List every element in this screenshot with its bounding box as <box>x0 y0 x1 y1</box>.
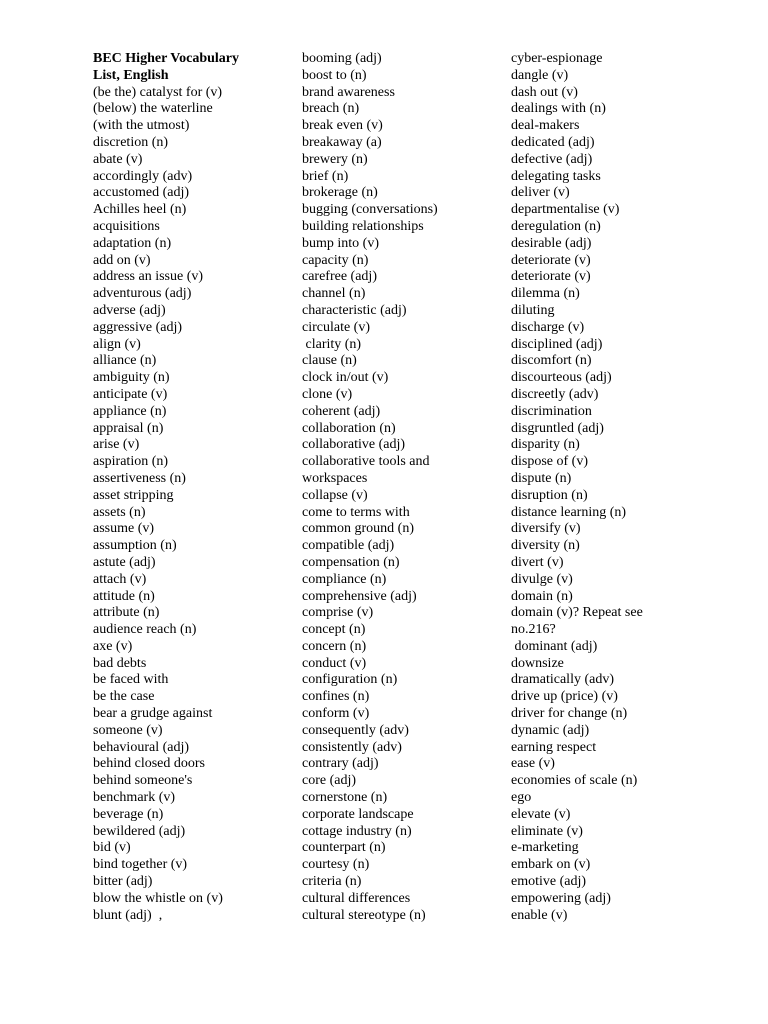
vocabulary-entry: blunt (adj) , <box>93 907 163 923</box>
vocabulary-entry: behavioural (adj) <box>93 739 190 755</box>
vocabulary-entry: dangle (v) <box>511 67 569 83</box>
vocabulary-entry: carefree (adj) <box>302 269 377 285</box>
vocabulary-entry: driver for change (n) <box>511 706 628 722</box>
vocabulary-entry: conduct (v) <box>302 655 367 671</box>
vocabulary-entry: dealings with (n) <box>511 101 606 117</box>
vocabulary-column-1 <box>93 51 298 924</box>
vocabulary-entry: deteriorate (v) <box>511 252 591 268</box>
vocabulary-entry: blow the whistle on (v) <box>93 890 223 906</box>
vocabulary-entry: capacity (n) <box>302 252 369 268</box>
vocabulary-entry: compensation (n) <box>302 554 400 570</box>
vocabulary-entry: breakaway (a) <box>302 134 382 150</box>
vocabulary-entry: clock in/out (v) <box>302 370 389 386</box>
vocabulary-entry: comprehensive (adj) <box>302 588 417 604</box>
vocabulary-entry: cultural differences <box>302 890 411 906</box>
vocabulary-entry: be the case <box>93 689 155 705</box>
vocabulary-entry: conform (v) <box>302 706 370 722</box>
vocabulary-entry: bugging (conversations) <box>302 202 438 218</box>
vocabulary-entry: cultural stereotype (n) <box>302 907 426 923</box>
vocabulary-entry: align (v) <box>93 336 141 352</box>
vocabulary-entry: domain (n) <box>511 588 573 604</box>
vocabulary-entry: abate (v) <box>93 151 143 167</box>
vocabulary-entry: accordingly (adv) <box>93 168 193 184</box>
vocabulary-entry: defective (adj) <box>511 151 593 167</box>
vocabulary-entry: bitter (adj) <box>93 874 153 890</box>
vocabulary-entry: attach (v) <box>93 571 147 587</box>
vocabulary-entry: embark on (v) <box>511 857 591 873</box>
vocabulary-entry: coherent (adj) <box>302 403 381 419</box>
vocabulary-entry: counterpart (n) <box>302 840 386 856</box>
vocabulary-entry: attribute (n) <box>93 605 160 621</box>
vocabulary-entry: delegating tasks <box>511 168 601 184</box>
vocabulary-entry: assets (n) <box>93 504 146 520</box>
vocabulary-entry: ambiguity (n) <box>93 370 170 386</box>
vocabulary-entry: characteristic (adj) <box>302 302 407 318</box>
vocabulary-entry: add on (v) <box>93 252 151 268</box>
vocabulary-entry: domain (v)? Repeat see <box>511 605 643 621</box>
vocabulary-entry: divulge (v) <box>511 571 573 587</box>
vocabulary-entry: bad debts <box>93 655 147 671</box>
vocabulary-entry: astute (adj) <box>93 554 156 570</box>
vocabulary-entry: core (adj) <box>302 773 357 789</box>
vocabulary-entry: dominant (adj) <box>511 638 598 654</box>
vocabulary-entry: discourteous (adj) <box>511 370 612 386</box>
vocabulary-entry: collapse (v) <box>302 487 368 503</box>
vocabulary-entry: collaborative tools and <box>302 454 430 470</box>
vocabulary-entry: deregulation (n) <box>511 218 601 234</box>
vocabulary-entry: consistently (adv) <box>302 739 402 755</box>
vocabulary-entry: concern (n) <box>302 638 367 654</box>
vocabulary-entry: boost to (n) <box>302 67 367 83</box>
vocabulary-entry: workspaces <box>302 470 368 486</box>
vocabulary-entry: enable (v) <box>511 907 568 923</box>
vocabulary-entry: deteriorate (v) <box>511 269 591 285</box>
vocabulary-entry: bewildered (adj) <box>93 823 186 839</box>
vocabulary-entry: discretion (n) <box>93 134 169 150</box>
vocabulary-entry: assertiveness (n) <box>93 470 186 486</box>
vocabulary-entry: accustomed (adj) <box>93 185 190 201</box>
vocabulary-entry: dilemma (n) <box>511 286 580 302</box>
vocabulary-entry: distance learning (n) <box>511 504 627 520</box>
vocabulary-entry: assumption (n) <box>93 538 177 554</box>
vocabulary-entry: discreetly (adv) <box>511 386 599 402</box>
vocabulary-entry: discharge (v) <box>511 319 585 335</box>
vocabulary-entry: beverage (n) <box>93 806 164 822</box>
vocabulary-entry: adventurous (adj) <box>93 286 192 302</box>
vocabulary-entry: common ground (n) <box>302 521 414 537</box>
vocabulary-entry: assume (v) <box>93 521 155 537</box>
vocabulary-entry: (be the) catalyst for (v) <box>93 84 223 100</box>
vocabulary-entry: consequently (adv) <box>302 722 409 738</box>
vocabulary-entry: ego <box>511 790 532 806</box>
vocabulary-entry: compatible (adj) <box>302 538 395 554</box>
vocabulary-entry: dedicated (adj) <box>511 134 595 150</box>
vocabulary-entry: cornerstone (n) <box>302 790 388 806</box>
vocabulary-entry: booming (adj) <box>302 51 382 66</box>
vocabulary-entry: bear a grudge against <box>93 706 213 722</box>
vocabulary-entry: divert (v) <box>511 554 564 570</box>
vocabulary-entry: e-marketing <box>511 840 579 856</box>
vocabulary-entry: address an issue (v) <box>93 269 204 285</box>
vocabulary-entry: break even (v) <box>302 118 383 134</box>
vocabulary-entry: disruption (n) <box>511 487 588 503</box>
vocabulary-entry: desirable (adj) <box>511 235 592 251</box>
vocabulary-entry: dash out (v) <box>511 84 578 100</box>
vocabulary-entry: collaboration (n) <box>302 420 396 436</box>
vocabulary-entry: be faced with <box>93 672 169 688</box>
vocabulary-entry: (below) the waterline <box>93 101 213 117</box>
vocabulary-entry: collaborative (adj) <box>302 437 406 453</box>
vocabulary-entry: diversity (n) <box>511 538 580 554</box>
vocabulary-column-2 <box>302 51 507 924</box>
vocabulary-entry: elevate (v) <box>511 806 571 822</box>
vocabulary-entry: disciplined (adj) <box>511 336 603 352</box>
vocabulary-entry: appraisal (n) <box>93 420 164 436</box>
vocabulary-entry: cottage industry (n) <box>302 823 412 839</box>
vocabulary-entry: eliminate (v) <box>511 823 583 839</box>
vocabulary-entry: alliance (n) <box>93 353 157 369</box>
vocabulary-entry: discrimination <box>511 403 592 419</box>
vocabulary-entry: audience reach (n) <box>93 622 197 638</box>
vocabulary-entry: dispose of (v) <box>511 454 588 470</box>
vocabulary-entry: acquisitions <box>93 218 160 234</box>
vocabulary-entry: diluting <box>511 302 555 318</box>
vocabulary-entry: drive up (price) (v) <box>511 689 618 705</box>
vocabulary-entry: behind someone's <box>93 773 193 789</box>
vocabulary-entry: comprise (v) <box>302 605 374 621</box>
vocabulary-column-3 <box>511 51 716 924</box>
vocabulary-entry: aggressive (adj) <box>93 319 183 335</box>
vocabulary-entry: breach (n) <box>302 101 360 117</box>
vocabulary-entry: brewery (n) <box>302 151 368 167</box>
vocabulary-entry: axe (v) <box>93 638 133 654</box>
vocabulary-entry: deal-makers <box>511 118 580 134</box>
vocabulary-entry: benchmark (v) <box>93 790 176 806</box>
vocabulary-entry: configuration (n) <box>302 672 398 688</box>
vocabulary-entry: clarity (n) <box>302 336 362 352</box>
vocabulary-entry: behind closed doors <box>93 756 205 772</box>
vocabulary-entry: disparity (n) <box>511 437 580 453</box>
vocabulary-entry: contrary (adj) <box>302 756 379 772</box>
vocabulary-entry: empowering (adj) <box>511 890 611 906</box>
vocabulary-entry: confines (n) <box>302 689 370 705</box>
vocabulary-entry: deliver (v) <box>511 185 570 201</box>
vocabulary-entry: corporate landscape <box>302 806 414 822</box>
document-title-line-2: List, English <box>93 67 169 83</box>
document-title-line-1: BEC Higher Vocabulary <box>93 51 239 66</box>
vocabulary-entry: anticipate (v) <box>93 386 168 402</box>
vocabulary-entry: economies of scale (n) <box>511 773 638 789</box>
vocabulary-entry: brief (n) <box>302 168 349 184</box>
vocabulary-entry: bid (v) <box>93 840 131 856</box>
vocabulary-entry: emotive (adj) <box>511 874 587 890</box>
vocabulary-entry: compliance (n) <box>302 571 387 587</box>
vocabulary-entry: come to terms with <box>302 504 410 520</box>
vocabulary-entry: channel (n) <box>302 286 366 302</box>
vocabulary-entry: ease (v) <box>511 756 555 772</box>
vocabulary-entry: circulate (v) <box>302 319 371 335</box>
vocabulary-entry: bind together (v) <box>93 857 188 873</box>
vocabulary-entry: adverse (adj) <box>93 302 166 318</box>
vocabulary-entry: (with the utmost) <box>93 118 190 134</box>
vocabulary-entry: cyber-espionage <box>511 51 603 66</box>
vocabulary-entry: clone (v) <box>302 386 353 402</box>
vocabulary-entry: dynamic (adj) <box>511 722 590 738</box>
vocabulary-entry: dispute (n) <box>511 470 572 486</box>
vocabulary-entry: brand awareness <box>302 84 395 100</box>
vocabulary-entry: departmentalise (v) <box>511 202 620 218</box>
vocabulary-entry: asset stripping <box>93 487 174 503</box>
vocabulary-entry: clause (n) <box>302 353 357 369</box>
vocabulary-entry: courtesy (n) <box>302 857 370 873</box>
vocabulary-entry: disgruntled (adj) <box>511 420 604 436</box>
vocabulary-entry: dramatically (adv) <box>511 672 615 688</box>
vocabulary-entry: diversify (v) <box>511 521 581 537</box>
vocabulary-entry: appliance (n) <box>93 403 167 419</box>
vocabulary-entry: downsize <box>511 655 564 671</box>
vocabulary-entry: someone (v) <box>93 722 163 738</box>
vocabulary-entry: no.216? <box>511 622 556 638</box>
vocabulary-entry: adaptation (n) <box>93 235 172 251</box>
vocabulary-entry: concept (n) <box>302 622 366 638</box>
vocabulary-entry: bump into (v) <box>302 235 379 251</box>
vocabulary-entry: aspiration (n) <box>93 454 169 470</box>
vocabulary-entry: building relationships <box>302 218 424 234</box>
vocabulary-entry: discomfort (n) <box>511 353 592 369</box>
vocabulary-entry: Achilles heel (n) <box>93 202 187 218</box>
vocabulary-entry: attitude (n) <box>93 588 155 604</box>
vocabulary-entry: earning respect <box>511 739 597 755</box>
vocabulary-entry: criteria (n) <box>302 874 362 890</box>
vocabulary-entry: arise (v) <box>93 437 140 453</box>
vocabulary-entry: brokerage (n) <box>302 185 378 201</box>
